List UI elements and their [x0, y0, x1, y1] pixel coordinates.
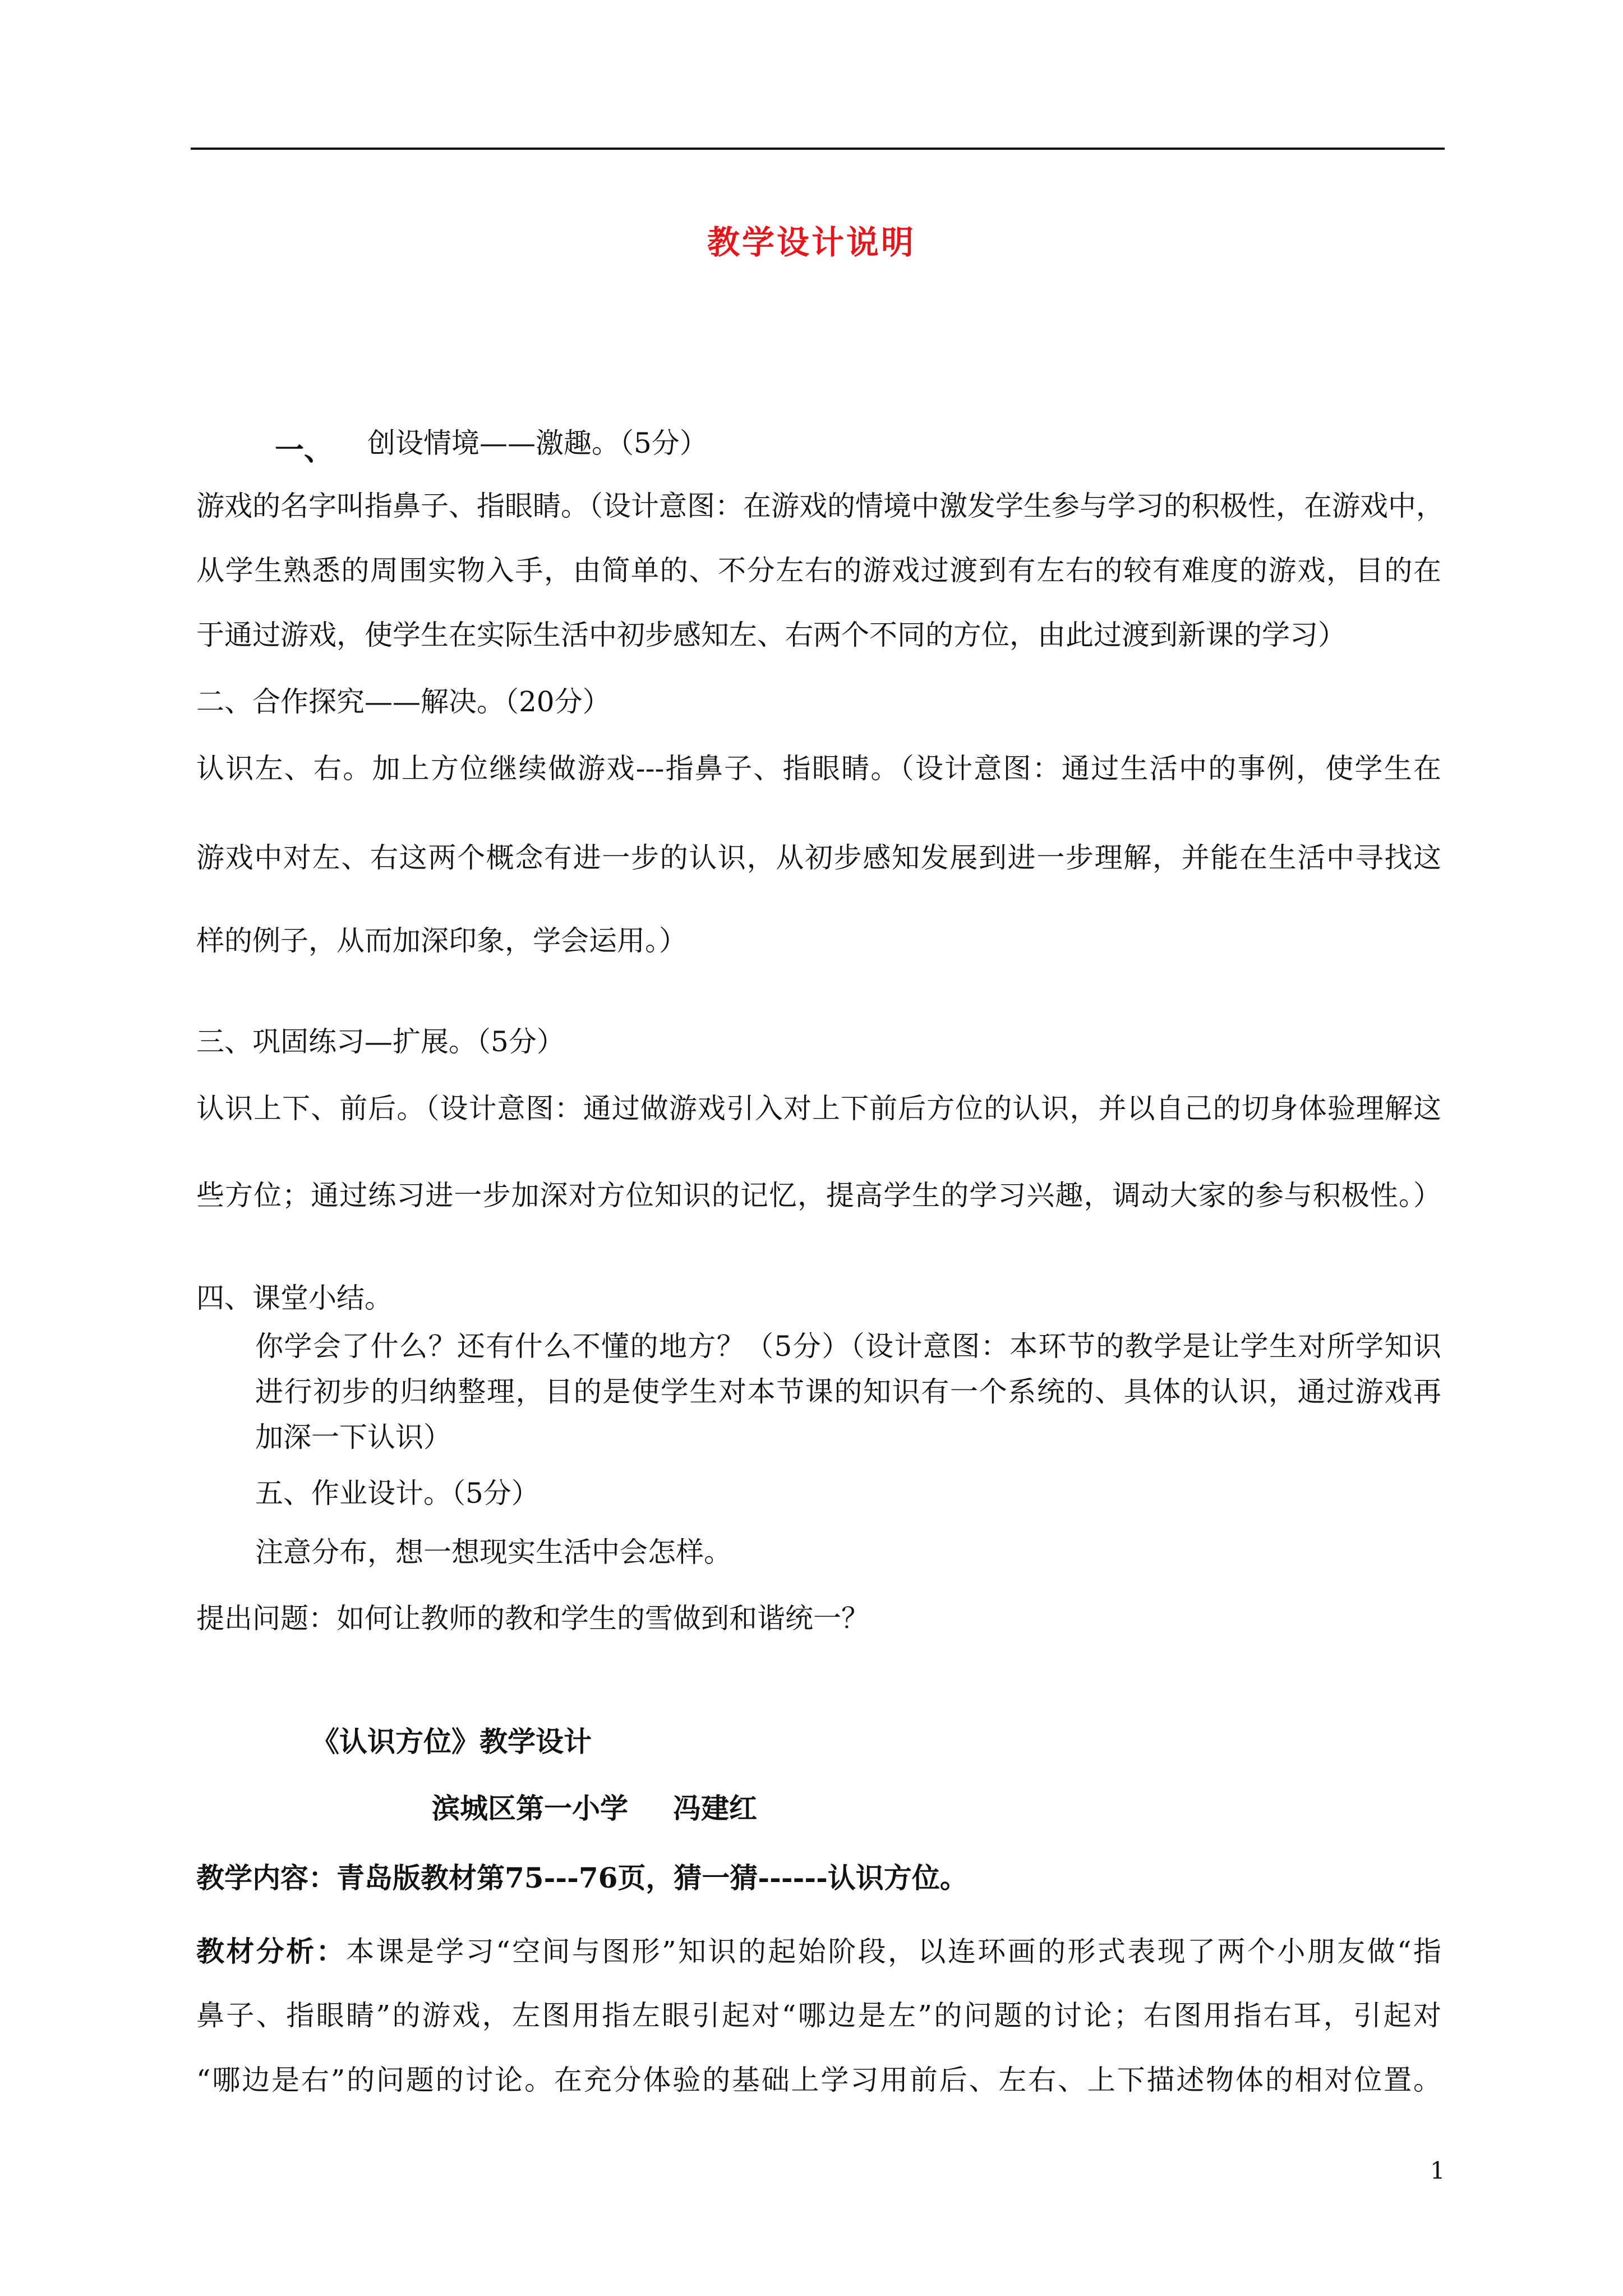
analysis-label: 教材分析：	[196, 1935, 347, 1968]
teaching-content	[196, 1862, 968, 1894]
section3-heading: 三、巩固练习—扩展。（5分）	[196, 1025, 565, 1058]
section1-heading: 创设情境——激趣。（5分）	[367, 427, 708, 459]
section4-heading: 四、课堂小结。	[196, 1282, 393, 1314]
section2-line-3: 样的例子，从而加深印象，学会运用。）	[196, 924, 687, 957]
page-number: 1	[1430, 2157, 1445, 2184]
section2-line-1: 认识左、右。加上方位继续做游戏---指鼻子、指眼睛。（设计意图：通过生活中的事例，使学生在	[196, 752, 1441, 785]
section3-line-1: 认识上下、前后。（设计意图：通过做游戏引入对上下前后方位的认识，并以自己的切身体验理解这	[196, 1092, 1441, 1125]
teaching-content-text: 青岛版教材第75---76页，猜一猜------认识方位。	[336, 1861, 968, 1894]
analysis-line-2: 鼻子、指眼睛”的游戏，左图用指左眼引起对“哪边是左”的问题的讨论；右图用指右耳，引起对	[196, 1999, 1441, 2032]
section1-line-3: 于通过游戏，使学生在实际生活中初步感知左、右两个不同的方位，由此过渡到新课的学习）	[196, 619, 1346, 651]
section2-heading: 二、合作探究——解决。（20分）	[196, 685, 611, 718]
section2-line-2: 游戏中对左、右这两个概念有进一步的认识，从初步感知发展到进一步理解，并能在生活中寻找这	[196, 841, 1441, 874]
design-title: 《认识方位》教学设计	[311, 1725, 592, 1758]
question-line: 提出问题：如何让教师的教和学生的雪做到和谐统一？	[196, 1602, 869, 1635]
analysis-line-3: “哪边是右”的问题的讨论。在充分体验的基础上学习用前后、左右、上下描述物体的相对位置。	[196, 2064, 1441, 2096]
teaching-content-label: 教学内容：	[196, 1861, 336, 1894]
header-rule	[191, 148, 1445, 150]
section1-number: 一、	[275, 433, 334, 467]
section1-line-2: 从学生熟悉的周围实物入手，由简单的、不分左右的游戏过渡到有左右的较有难度的游戏，目的在	[196, 554, 1441, 587]
section1-line-1: 游戏的名字叫指鼻子、指眼睛。（设计意图：在游戏的情境中激发学生参与学习的积极性，在游戏中，	[196, 490, 1444, 522]
document-title: 教学设计说明	[707, 223, 916, 261]
section4-line-1: 你学会了什么？还有什么不懂的地方？（5分）（设计意图：本环节的教学是让学生对所学知识	[255, 1330, 1441, 1363]
section3-line-2: 些方位；通过练习进一步加深对方位知识的记忆，提高学生的学习兴趣，调动大家的参与积极性。）	[196, 1179, 1441, 1212]
section5-line: 注意分布，想一想现实生活中会怎样。	[255, 1536, 732, 1568]
section4-line-2: 进行初步的归纳整理，目的是使学生对本节课的知识有一个系统的、具体的认识，通过游戏再	[255, 1375, 1441, 1408]
author-school: 滨城区第一小学	[432, 1792, 628, 1825]
section4-line-3: 加深一下认识）	[255, 1421, 451, 1453]
author-name: 冯建红	[673, 1792, 757, 1825]
analysis-line-1	[196, 1936, 1441, 1967]
analysis-text-1: 本课是学习“空间与图形”知识的起始阶段，以连环画的形式表现了两个小朋友做“指	[346, 1935, 1441, 1968]
section5-heading: 五、作业设计。（5分）	[255, 1477, 540, 1510]
